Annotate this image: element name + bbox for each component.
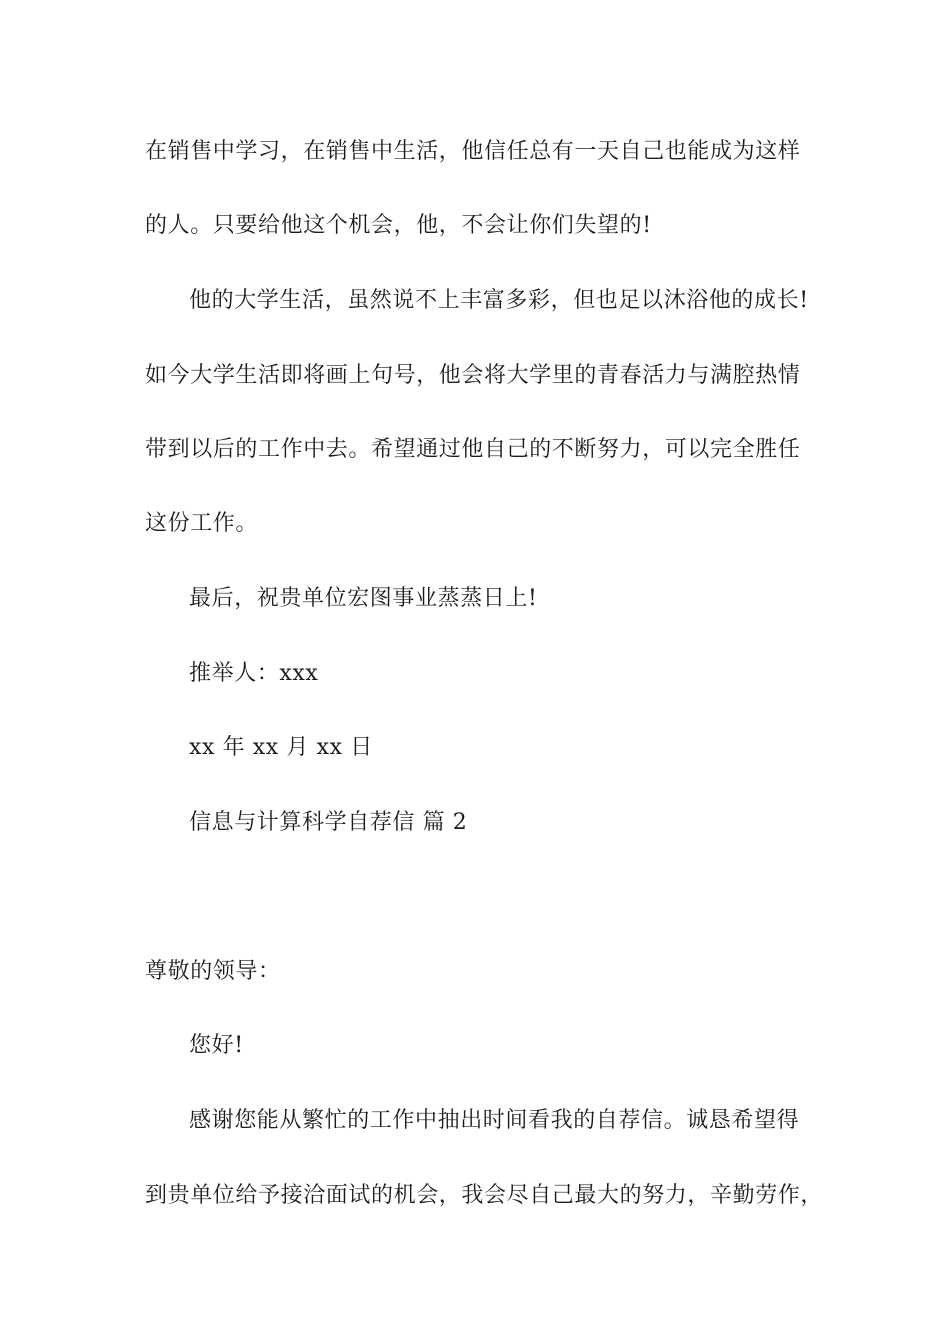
paragraph-line-4: 如今大学生活即将画上句号，他会将大学里的青春活力与满腔热情 <box>145 363 801 388</box>
paragraph-line-3: 他的大学生活，虽然说不上丰富多彩，但也足以沐浴他的成长! <box>189 288 809 313</box>
closing-wish: 最后，祝贵单位宏图事业蒸蒸日上! <box>189 586 538 611</box>
date-line: xx 年 xx 月 xx 日 <box>189 735 373 760</box>
recommender-line: 推举人：xxx <box>189 661 319 686</box>
paragraph-line-6: 这份工作。 <box>145 511 259 536</box>
body-line-2: 到贵单位给予接洽面试的机会，我会尽自己最大的努力，辛勤劳作， <box>145 1183 824 1208</box>
body-line-1: 感谢您能从繁忙的工作中抽出时间看我的自荐信。诚恳希望得 <box>189 1108 800 1133</box>
section-title: 信息与计算科学自荐信 篇 2 <box>189 810 468 835</box>
paragraph-line-2: 的人。只要给他这个机会，他，不会让你们失望的! <box>145 213 652 238</box>
salutation: 尊敬的领导： <box>145 959 281 984</box>
paragraph-line-5: 带到以后的工作中去。希望通过他自己的不断努力，可以完全胜任 <box>145 437 801 462</box>
paragraph-line-1: 在销售中学习，在销售中生活，他信任总有一天自己也能成为这样 <box>145 139 801 164</box>
greeting: 您好! <box>189 1033 244 1058</box>
